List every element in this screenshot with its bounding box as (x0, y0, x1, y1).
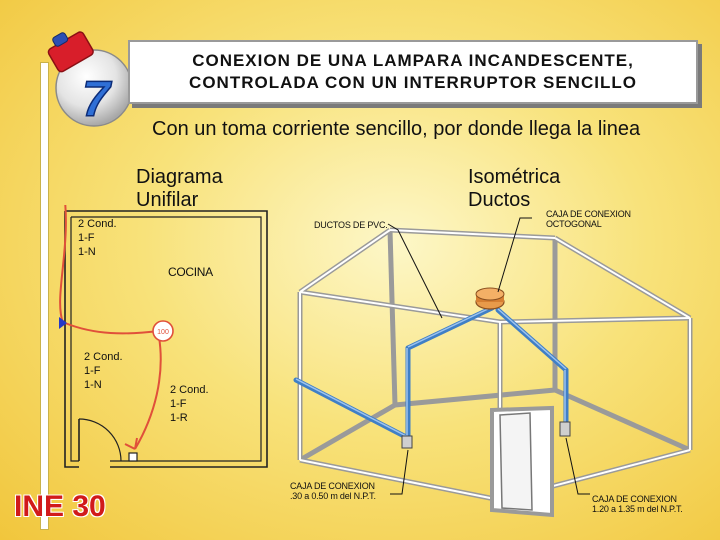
isometric-heading-line-2: Ductos (468, 189, 531, 211)
left-rail (40, 62, 49, 530)
wire-label-2-line-1: 2 Cond. (84, 351, 123, 363)
lamp-label: 100 (157, 329, 169, 336)
isometric-heading (468, 166, 560, 212)
wire-outlet-to-lamp (65, 323, 159, 333)
label-switch-box-line-2: 1.20 a 1.35 m del N.P.T. (592, 504, 683, 514)
outlet-box-iso (402, 436, 412, 448)
room-label: COCINA (168, 265, 213, 279)
wire-label-3-line-1: 2 Cond. (170, 384, 209, 396)
wire-label-1 (78, 218, 117, 259)
title-line-2: CONTROLADA CON UN INTERRUPTOR SENCILLO (189, 73, 637, 92)
slide-number-badge (42, 20, 138, 132)
wire-label-3 (170, 384, 209, 425)
isometric-diagram (270, 210, 715, 520)
label-switch-box (592, 494, 683, 514)
label-octagonal-box-line-1: CAJA DE CONEXION (546, 209, 631, 219)
leader-lines (388, 218, 590, 494)
outlet-symbol (59, 317, 67, 329)
wire-lamp-to-switch (135, 337, 161, 449)
wire-label-3-line-2: 1-F (170, 397, 187, 410)
wire-label-3-line-3: 1-R (170, 411, 188, 424)
wire-label-2-line-2: 1-F (84, 364, 101, 377)
label-low-box-line-2: .30 a 0.50 m del N.P.T. (290, 491, 376, 501)
unifilar-heading-line-1: Diagrama (136, 166, 223, 188)
door-swing (79, 419, 121, 461)
octagonal-box-top (476, 288, 504, 300)
door-leaf-iso (500, 413, 532, 510)
wire-label-1-line-1: 2 Cond. (78, 218, 117, 230)
slide-number: 7 (82, 71, 110, 127)
title-line-1: CONEXION DE UNA LAMPARA INCANDESCENTE, (192, 50, 634, 70)
switch-box-iso (560, 422, 570, 436)
label-octagonal-box-line-2: OCTOGONAL (546, 219, 602, 229)
subtitle: Con un toma corriente sencillo, por donde llega la linea (152, 118, 641, 140)
wire-label-1-line-3: 1-N (78, 245, 96, 258)
ine-logo: INE 30 (14, 490, 106, 523)
unifilar-heading-line-2: Unifilar (136, 189, 199, 211)
label-switch-box-line-1: CAJA DE CONEXION (592, 494, 677, 504)
label-low-box-line-1: CAJA DE CONEXION (290, 481, 375, 491)
label-low-box (290, 481, 376, 501)
wire-label-1-line-2: 1-F (78, 231, 95, 244)
switch-symbol (129, 453, 137, 461)
label-octagonal-box (546, 209, 631, 229)
wire-arrow (125, 438, 137, 449)
isometric-heading-line-1: Isométrica (468, 166, 561, 188)
wire-label-2-line-3: 1-N (84, 378, 102, 391)
wire-label-2 (84, 351, 123, 392)
label-pvc-ducts: DUCTOS DE PVC. (314, 220, 388, 230)
title-box (128, 40, 698, 104)
